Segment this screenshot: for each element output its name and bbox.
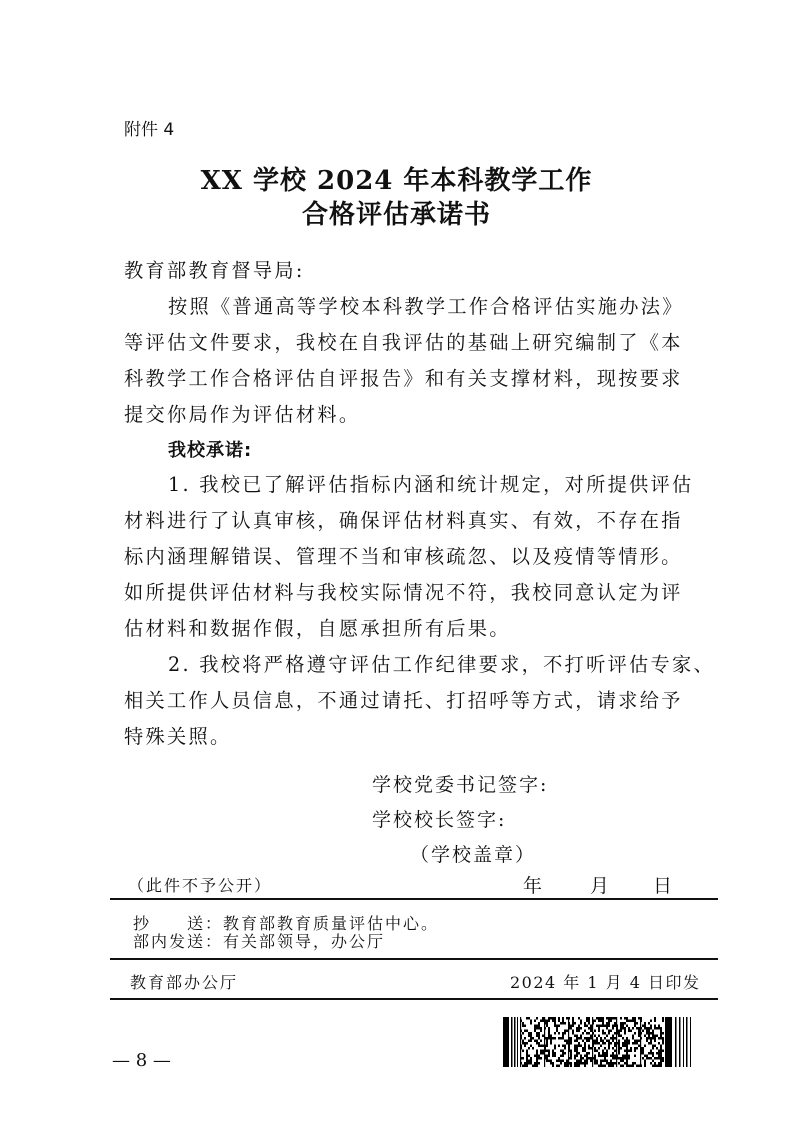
president-signature-label: 学校校长签字:	[372, 809, 507, 831]
salutation: 教育部教育督导局:	[124, 259, 305, 282]
intro-line: 等评估文件要求，我校在自我评估的基础上研究编制了《本	[124, 331, 683, 354]
divider-top	[110, 898, 718, 900]
party-secretary-signature-label: 学校党委书记签字:	[372, 774, 549, 796]
intro-line: 科教学工作合格评估自评报告》和有关支撑材料，现按要求	[124, 367, 683, 390]
item1-line: 材料进行了认真审核，确保评估材料真实、有效，不存在指	[124, 509, 683, 532]
divider-middle	[110, 958, 718, 960]
attachment-label: 附件 4	[124, 120, 175, 140]
item2-line: 相关工作人员信息，不通过请托、打招呼等方式，请求给予	[124, 689, 683, 712]
cc-label: 抄 送：	[133, 914, 224, 933]
page-number: — 8 —	[112, 1050, 171, 1071]
internal-value: 有关部领导，办公厅	[223, 932, 386, 951]
commitment-heading: 我校承诺:	[168, 440, 253, 461]
intro-line: 提交你局作为评估材料。	[124, 403, 361, 426]
date-day-label: 日	[653, 875, 675, 897]
intro-line: 按照《普通高等学校本科教学工作合格评估实施办法》	[168, 295, 684, 318]
internal-distribution-row	[133, 929, 385, 952]
document-title-line1: XX 学校 2024 年本科教学工作	[200, 166, 593, 196]
internal-label: 部内发送：	[133, 932, 224, 951]
date-year-label: 年	[523, 875, 545, 897]
item1-line: 如所提供评估材料与我校实际情况不符，我校同意认定为评	[124, 581, 683, 604]
issuer: 教育部办公厅	[130, 973, 239, 992]
school-seal-label: （学校盖章）	[410, 844, 537, 866]
item1-line: 标内涵理解错误、管理不当和审核疏忽、以及疫情等情形。	[124, 545, 683, 568]
document-title-line2: 合格评估承诺书	[301, 200, 491, 230]
item1-line: 1. 我校已了解评估指标内涵和统计规定，对所提供评估	[168, 473, 694, 496]
barcode-graphic	[503, 1017, 697, 1067]
item1-line: 估材料和数据作假，自愿承担所有后果。	[124, 617, 511, 640]
item2-line: 特殊关照。	[124, 725, 232, 748]
item2-line: 2. 我校将严格遵守评估工作纪律要求，不打听评估专家、	[168, 653, 716, 676]
cc-value: 教育部教育质量评估中心。	[223, 914, 440, 933]
date-month-label: 月	[590, 875, 612, 897]
issue-date: 2024 年 1 月 4 日印发	[510, 973, 701, 992]
confidential-note: （此件不予公开）	[128, 876, 273, 895]
pdf417-barcode	[503, 1017, 697, 1067]
divider-bottom	[110, 998, 718, 1000]
